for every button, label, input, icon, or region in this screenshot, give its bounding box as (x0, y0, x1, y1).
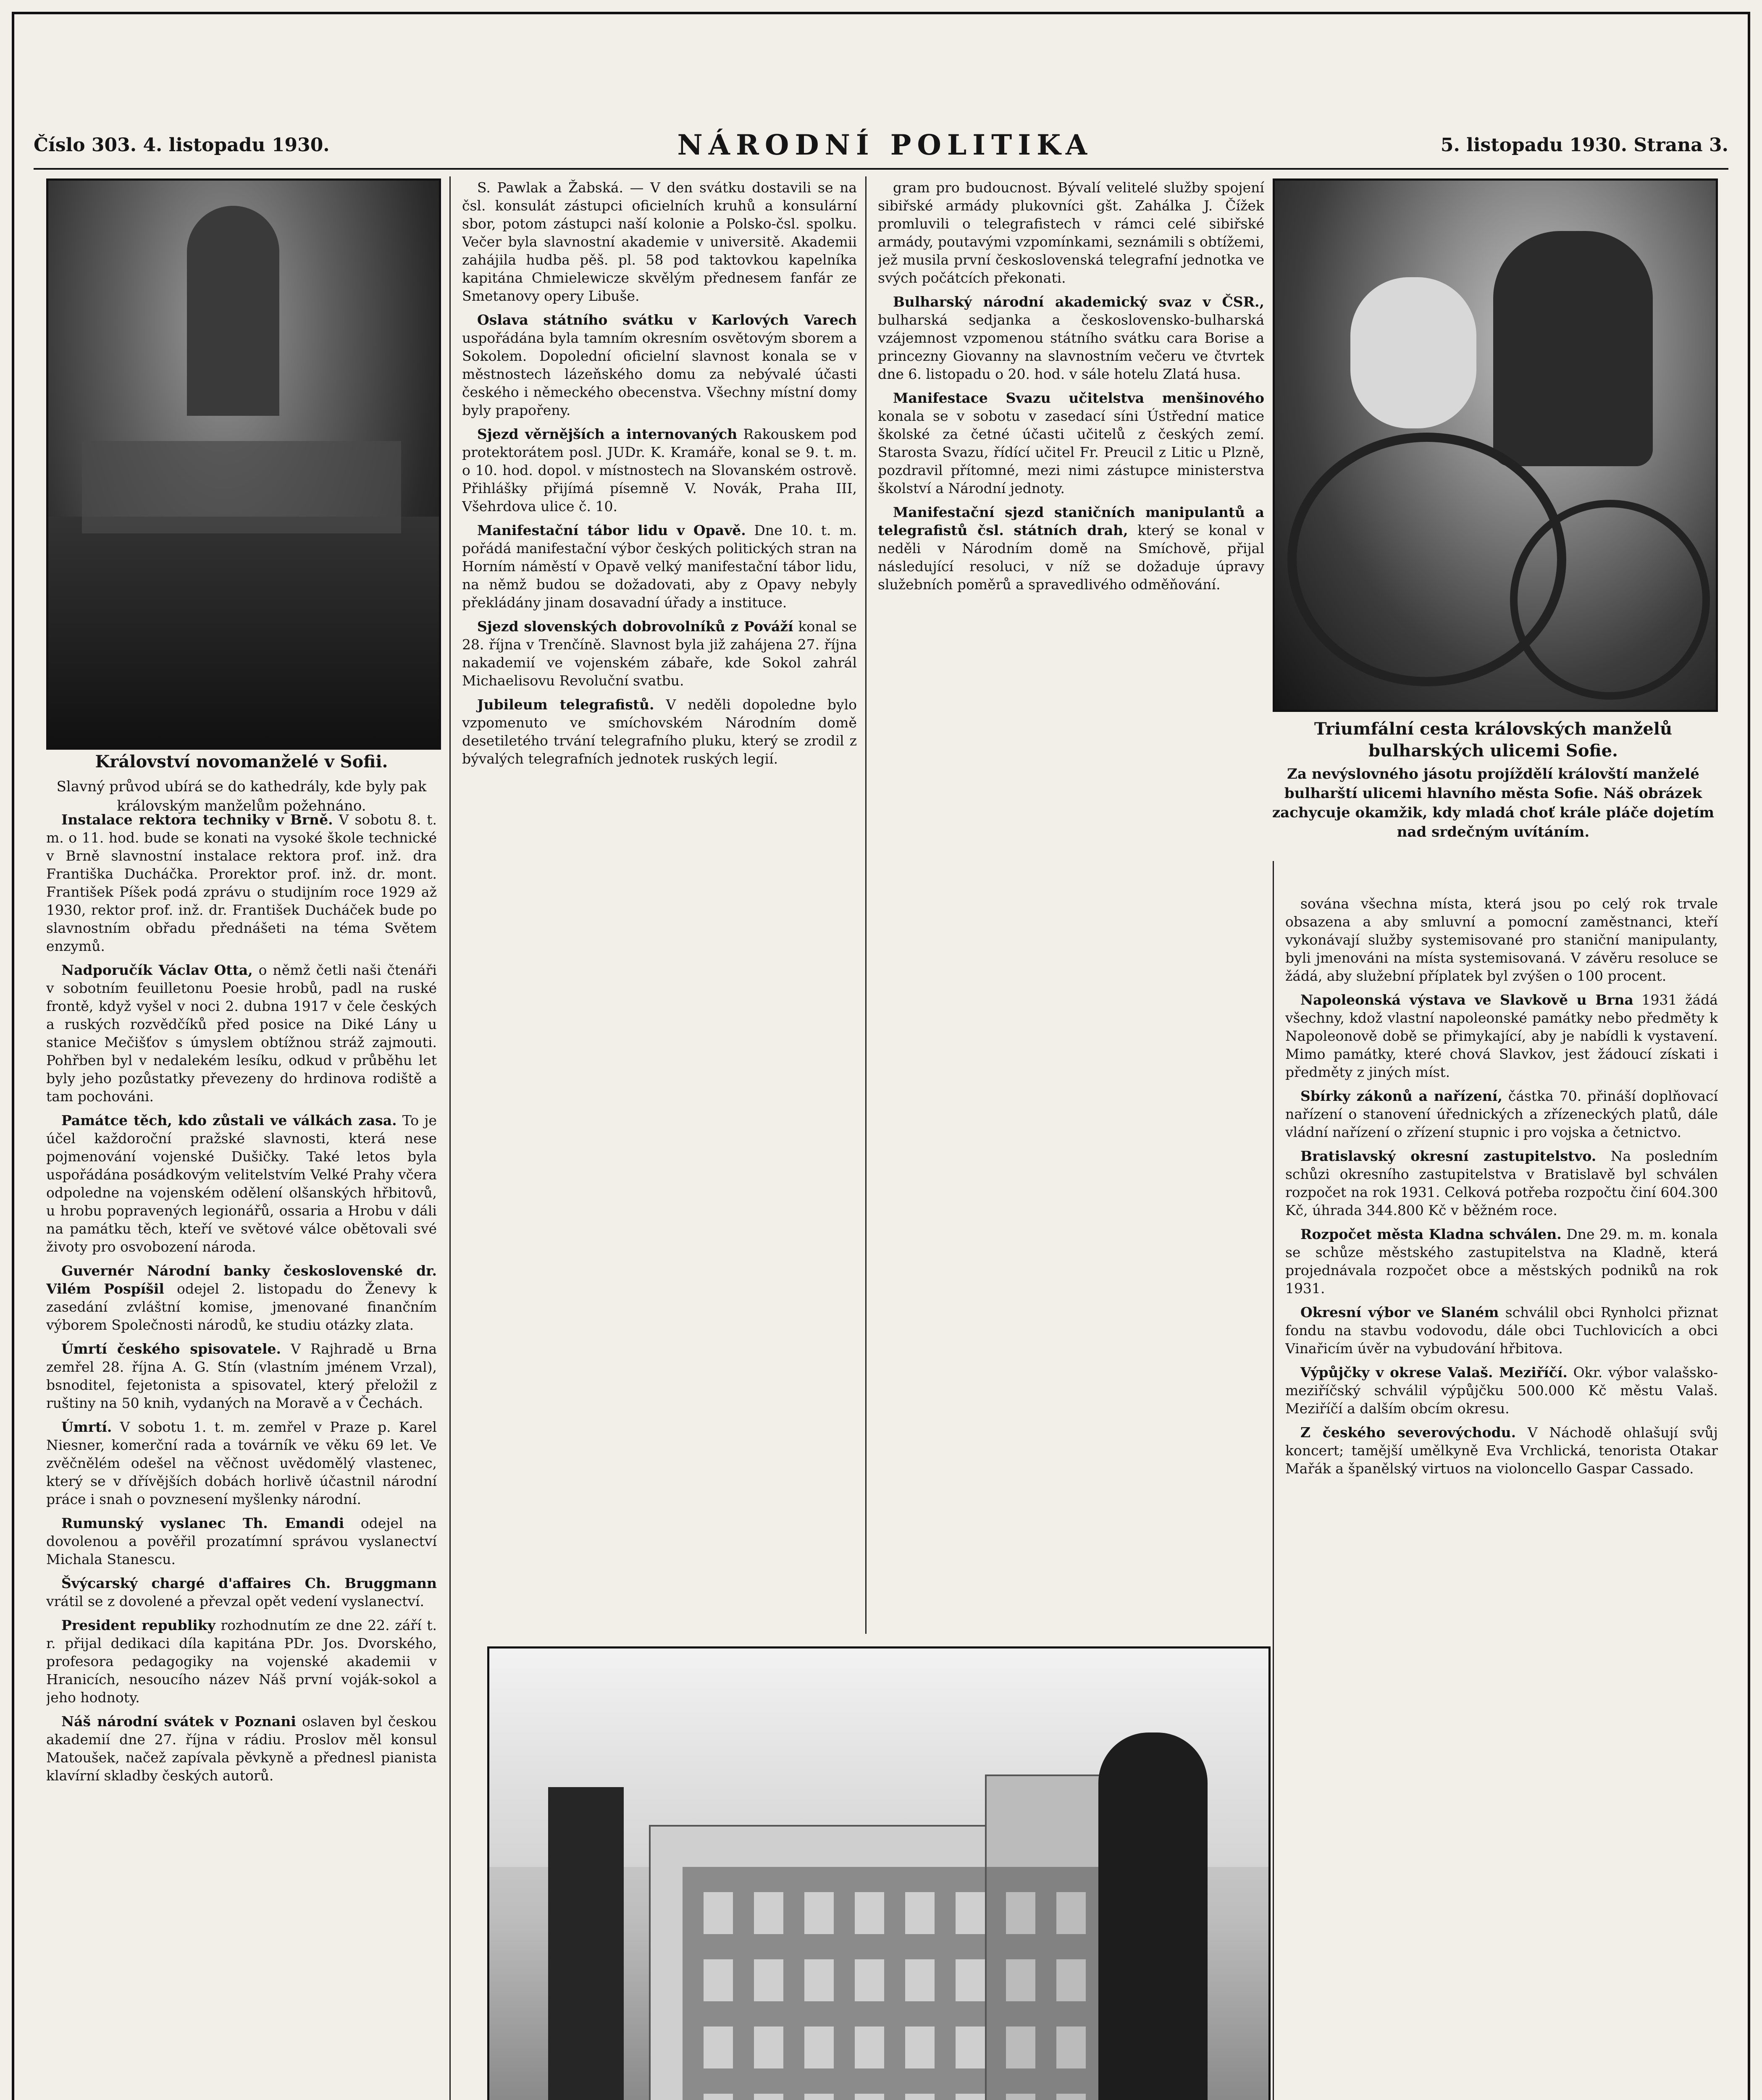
article-headline: Náš národní svátek v Poznani (61, 1713, 296, 1730)
masthead-rule (34, 168, 1728, 170)
article-headline: Bratislavský okresní zastupitelstvo. (1300, 1148, 1597, 1164)
article-text: Dne 10. t. m. pořádá manifestační výbor českých politických stran na Horním náměstí v Opavě velký manifestační tábor lidu, na němž budou se dožadovati, aby z Opavy nebyly překládány jinam dosavadní úřady a instituce. (462, 522, 857, 611)
left-photo-caption-text: Slavný průvod ubírá se do kathedrály, kde byly pak královským manželům požehnáno. (56, 778, 427, 814)
article-text: V neděli dopoledne bylo vzpomenuto ve smíchovském Národním domě desetiletého trvání telegrafního pluku, který se zrodil z bývalých telegrafních jednotek ruských legií. (462, 696, 857, 767)
article (878, 178, 1264, 287)
article (878, 503, 1264, 593)
article-text: konal se 28. října v Trenčíně. Slavnost byla již zahájena 27. října nakademií ve vojenském zábaře, kde Sokol zahrál Michaelisovu Revoluční svatbu. (462, 618, 857, 689)
article-headline: Nadporučík Václav Otta, (61, 962, 253, 978)
article-text: vrátil se z dovolené a převzal opět vedení vyslanectví. (46, 1593, 425, 1609)
article-headline: Oslava státního svátku v Karlových Varech (477, 312, 857, 328)
royal-procession-photo (1273, 178, 1718, 712)
article (462, 696, 857, 768)
article (46, 1712, 437, 1785)
article-headline: President republiky (61, 1617, 215, 1633)
article-headline: Sjezd slovenských dobrovolníků z Pováží (477, 618, 793, 635)
article (1285, 1225, 1718, 1297)
article (1285, 1423, 1718, 1478)
article-text: Dne 29. m. m. konala se schůze městského zastupitelstva na Kladně, která projednávala rozpočet obce a městských podniků na rok 1931. (1285, 1226, 1718, 1297)
article-headline: Bulharský národní akademický svaz v ČSR., (893, 294, 1264, 310)
article-text: 1931 žádá všechny, kdož vlastní napoleonské památky nebo předměty k Napoleonově době se přimykající, aby je nabídli k vystavení. Mimo památky, které chová Slavkov, jest žádoucí získati i předměty z jiných míst. (1285, 992, 1718, 1080)
article-headline: Úmrtí českého spisovatele. (61, 1341, 281, 1357)
column-divider (449, 176, 451, 2100)
article-text: bulharská sedjanka a československo-bulharská vzájemnost vzpomenou státního svátku cara Borise a princezny Giovanny na slavnostním večeru ve čtvrtek dne 6. listopadu o 20. hod. v sále hotelu Zlatá husa. (878, 312, 1264, 382)
article-headline: Guvernér Národní banky československé dr. Vilém Pospíšil (46, 1263, 437, 1297)
masthead (34, 122, 1728, 168)
article-text: schválil obci Rynholci přiznat fondu na stavbu vodovodu, dále obci Tuchlovicích a obci Vinařicím úvěr na vybudování hřbitova. (1285, 1304, 1718, 1357)
right-photo-caption-title: Triumfální cesta královských manželů bulharských ulicemi Sofie. (1314, 719, 1673, 761)
article (1285, 1363, 1718, 1418)
article-text: V Rajhradě u Brna zemřel 28. října A. G. Stín (vlastním jménem Vrzal), bsnoditel, fejetonista a spisovatel, který přeložil z ruštiny na 50 knih, vydaných na Moravě a v Čechách. (46, 1341, 437, 1411)
article (46, 1574, 437, 1610)
article-headline: Výpůjčky v okrese Valaš. Meziříčí. (1300, 1364, 1568, 1381)
issue-info: Číslo 303. 4. listopadu 1930. (34, 134, 330, 156)
article-headline: Sjezd věrnějších a internovaných (477, 426, 738, 442)
article-text: Na posledním schůzi okresního zastupitelstva v Bratislavě byl schválen rozpočet na rok 1931. Celková potřeba rozpočtu činí 604.300 Kč, úhrada 344.800 Kč v běžném roce. (1285, 1148, 1718, 1218)
article-text: Rakouskem pod protektorátem posl. JUDr. K. Kramáře, konal se 9. t. m. o 10. hod. dopol. v místnostech na Slovanském ostrově. Přihlášky přijímá písemně V. Novák, Praha III, Všehrdova ulice č. 10. (462, 426, 857, 514)
article-text: V sobotu 1. t. m. zemřel v Praze p. Karel Niesner, komerční rada a továrník ve věku 69 let. Ve zvěčnělém odešel na věčnost uvědomělý vlastenec, který se v dřívějších dobách horlivě účastnil národní práce i snah o povznesení myšlenky národní. (46, 1419, 437, 1507)
article-headline: Napoleonská výstava ve Slavkově u Brna (1300, 992, 1633, 1008)
column-2 (462, 178, 857, 1628)
article-text: odejel na dovolenou a pověřil prozatímní správou vyslanectví Michala Stanescu. (46, 1515, 437, 1567)
article-headline: Z českého severovýchodu. (1300, 1424, 1516, 1441)
article-text: S. Pawlak a Žabská. — V den svátku dostavili se na čsl. konsulát zástupci oficielních kruhů a konsulární sbor, potom zástupci naší kolonie a Polsko-čsl. spolku. Večer byla slavnostní akademie v universitě. Akademii zahájila hudba pěš. pl. 58 pod taktovkou kapelníka kapitána Chmielewicze skvělým přednesem fanfár ze Smetanovy opery Libuše. (462, 179, 857, 304)
article-headline: Manifestační tábor lidu v Opavě. (477, 522, 746, 538)
left-photo-caption-title: Království novomanželé v Sofii. (95, 752, 388, 772)
article-text: gram pro budoucnost. Bývalí velitelé služby spojení sibiřské armády plukovníci gšt. Zahálka J. Čížek promluvili o telegrafistech v rámci celé sibiřské armády, poutavými vzpomínkami, seznámili s obtížemi, jež musila první československá telegrafní jednotka ve svých počátcích překonati. (878, 179, 1264, 286)
article-text: sována všechna místa, která jsou po celý rok trvale obsazena a aby smluvní a pomocní zaměstnanci, kteří vykonávají služby systemisované pro staniční manipulanty, byli jmenováni na místa systemisovaná. V závěru resoluce se žádá, aby služební příplatek byl zvýšen o 100 procent. (1285, 895, 1718, 984)
article-text: Okr. výbor valašsko-meziříčský schválil výpůjčku 500.000 Kč městu Valaš. Meziříčí a dalším obcím okresu. (1285, 1364, 1718, 1417)
article (46, 1616, 437, 1706)
article-text: V sobotu 8. t. m. o 11. hod. bude se konati na vysoké škole technické v Brně slavnostní instalace rektora prof. inž. dra Františka Ducháčka. Prorektor prof. inž. dr. mont. František Píšek podá zprávu o studijním roce 1929 až 1930, rektor prof. inž. dr. František Ducháček bude po slavnostním obřadu přednášeti na téma Světem enzymů. (46, 811, 437, 954)
article-text: V Náchodě ohlašují svůj koncert; tamější umělkyně Eva Vrchlická, tenorista Otakar Mařák a španělský virtuos na violoncello Gaspar Cassado. (1285, 1424, 1718, 1477)
article-headline: Sbírky zákonů a nařízení, (1300, 1088, 1502, 1104)
article (1285, 895, 1718, 985)
article (1285, 1303, 1718, 1357)
article (1285, 991, 1718, 1081)
article-text: o němž četli naši čtenáři v sobotním feuilletonu Poesie hrobů, padl na ruské frontě, když vyšel v noci 2. dubna 1917 v čele českých a ruských rozvědčíků před posice na Diké Lány u stanice Mečišťov s úmyslem obtížnou stráž zajmouti. Pohřben byl v nedalekém lesíku, odkud v průběhu let byly jeho pozůstatky převezeny do hrdinova rodiště a tam pochováni. (46, 962, 437, 1105)
article-text: rozhodnutím ze dne 22. září t. r. přijal dedikaci díla kapitána PDr. Jos. Dvorského, profesora pedagogiky na vojenské akademii v Hranicích, nesoucího název Náš první voják-sokol a jeho hodnoty. (46, 1617, 437, 1706)
article-text: oslaven byl českou akademií dne 27. října v rádiu. Proslov měl konsul Matoušek, načež zapívala pěvkyně a přednesl pianista klavírní skladby českých autorů. (46, 1713, 437, 1784)
article-text: odejel 2. listopadu do Ženevy k zasedání zvláštní komise, jmenované finančním výborem Společnosti národů, ke studiu otázky zlata. (46, 1281, 437, 1333)
article-headline: Švýcarský chargé d'affaires Ch. Bruggmann (61, 1575, 437, 1591)
article-text: který se konal v neděli v Národním domě na Smíchově, přijal následující resoluci, v níž se dožaduje úpravy služebních poměrů a spravedlivého odměňování. (878, 522, 1264, 593)
article-text: To je účel každoroční pražské slavnosti, která nese pojmenování vojenské Dušičky. Také letos byla uspořádána posádkovým velitelstvím Velké Prahy včera odpoledne na vojenském odělení olšanských hřbitovů, u hrobu popravených legionářů, ossaria a Hrobu v dáli na památku těch, kteří ve světové válce obětovali své životy pro osvobození národa. (46, 1112, 437, 1255)
article-text: konala se v sobotu v zasedací síni Ústřední matice školské za četné účasti učitelů z českých zemí. Starosta Svazu, řídící učitel Fr. Preucil z Litic u Plzně, pozdravil přítomné, mezi nimi zástupce ministerstva školství a Národní jednoty. (878, 408, 1264, 496)
article-headline: Rumunský vyslanec Th. Emandi (61, 1515, 344, 1531)
column-3 (878, 178, 1264, 1628)
article (46, 1418, 437, 1508)
article (46, 1262, 437, 1334)
newspaper-title: NÁRODNÍ POLITIKA (677, 129, 1093, 161)
article-headline: Úmrtí. (61, 1419, 112, 1435)
royal-wedding-photo (46, 178, 441, 750)
article-headline: Manifestace Svazu učitelstva menšinového (893, 390, 1264, 406)
article (878, 389, 1264, 497)
column-divider (1273, 861, 1274, 2100)
article (462, 311, 857, 419)
article-text: uspořádána byla tamním okresním osvětovým sborem a Sokolem. Dopolední oficielní slavnost konala se v městnostech lázeňského domu za nebývalé účasti českého i německého obecenstva. Všechny místní domy byly prapořeny. (462, 330, 857, 418)
article-headline: Rozpočet města Kladna schválen. (1300, 1226, 1562, 1242)
article (462, 617, 857, 690)
district-office-building-photo (487, 1646, 1271, 2100)
article (46, 1340, 437, 1412)
article (1285, 1087, 1718, 1141)
article (46, 1111, 437, 1256)
article-headline: Okresní výbor ve Slaném (1300, 1304, 1499, 1320)
article-headline: Manifestační sjezd staničních manipulantů a telegrafistů čsl. státních drah, (878, 504, 1264, 538)
article (1285, 1147, 1718, 1219)
page-info: 5. listopadu 1930. Strana 3. (1440, 134, 1728, 156)
article-headline: Památce těch, kdo zůstali ve válkách zasa. (61, 1112, 397, 1129)
article (462, 425, 857, 515)
right-photo-caption-text: Za nevýslovného jásotu projíždělí královští manželé bulharští ulicemi hlavního města Sofie. Náš obrázek zachycuje okamžik, kdy mladá choť krále pláče dojetím nad srdečným uvítáním. (1272, 766, 1715, 840)
column-divider (865, 176, 867, 1634)
article-headline: Instalace rektora techniky v Brně. (61, 811, 333, 828)
article-text: částka 70. přináší doplňovací nařízení o stanovení úřednických a zřízeneckých platů, dále vládní nařízení o zřízení stupnic i pro vojska a četnictvo. (1285, 1088, 1718, 1140)
article (46, 961, 437, 1105)
article (462, 521, 857, 612)
article (46, 811, 437, 955)
article-headline: Jubileum telegrafistů. (477, 696, 654, 713)
article (46, 1514, 437, 1568)
article (878, 293, 1264, 383)
column-4 (1285, 895, 1718, 2100)
article (462, 178, 857, 305)
column-1 (46, 811, 437, 2100)
